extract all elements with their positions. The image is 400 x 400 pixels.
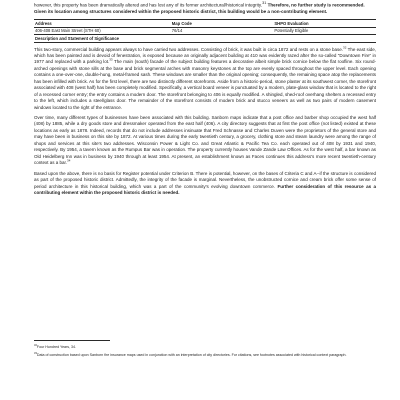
- map-code-header: Map Code: [171, 20, 274, 27]
- property-record-table: [34, 19, 376, 42]
- address-value: 406-408 East Main Street (STH 60): [34, 27, 171, 34]
- intro-conclusion: Therefore, no further study is recommended. Given its location among structures considered within the proposed historic district, this building would be a non-contributing element.: [34, 2, 365, 14]
- shpo-evaluation-value: Potentially Eligible: [273, 27, 376, 34]
- footnote-number: 32: [34, 343, 37, 347]
- body-paragraphs: [34, 47, 376, 197]
- body-paragraph: [34, 171, 376, 197]
- footnote-ref: 33: [109, 57, 113, 62]
- description-row: [34, 35, 376, 42]
- paragraph-text: The main (south) facade of the subject building features a decorative albeit simple brick cornice below the flat roofline. Six round-arched openings with stone sills at the base and brick segmental arches with masonry keystones at the top are evenly spaced throughout the upper level. Each opening contains a one-over-one, double-hung, metal-framed sash. These windows are smaller than the original opening; consequently, the remaining space atop the replacements has been infilled with brick. As for the first level, there are two distinctly different storefronts. Aside from a historic-period, stone plaster at its southwest corner, the storefront associated with 408 (west half) has been completely modified. Specifically, a vertical board veneer is punctuated by a modern, plate-glass window that is located to the right of a recessed corner entry; the entry contains a modern door. The storefront belonging to 406 is equally modified. A shingled, shed-roof overhang shelters a recessed entry to the left, which includes a steel/glass door. The remainder of the storefront consists of modern brick and stucco veneers as well as two pairs of modern casement windows located to the right of the entrance.: [34, 59, 376, 110]
- description-label: Description and Statement of Significance: [34, 35, 376, 42]
- footnotes: [34, 345, 376, 361]
- footnote: [34, 345, 376, 350]
- intro-text: however, this property has been dramatically altered and has lost any of its former architectural/historical integrity.: [34, 2, 263, 8]
- footnote-rule: [34, 340, 110, 341]
- body-paragraph: [34, 115, 376, 167]
- record-header-row: [34, 20, 376, 27]
- footnote-number: 33: [34, 351, 37, 355]
- address-header: Address: [34, 20, 171, 27]
- record-values-row: [34, 27, 376, 34]
- paragraph-text: Based upon the above, there is no basis for Register potential under Criterion B. There is potential, however, on the bases of Criteria C and A--if the structure is considered as part of the proposed historic district. Admittedly, the integrity of the facade is marginal. Nevertheless, the unobstructed cornice and cream brick offer some sense of period architecture in this historical building, which was a part of the community's evolving downtown commerce.: [34, 170, 376, 189]
- footnote-ref: 32: [343, 45, 347, 49]
- footnote: [34, 353, 376, 358]
- footnote-ref: 31: [262, 1, 267, 5]
- footnote-text: Data of construction based upon Sanborn fire insurance maps used in conjunction with an interpretation of city directories. For citations, see footnotes associated with historical context paragraph.: [36, 353, 347, 357]
- intro-paragraph: [34, 0, 376, 15]
- paragraph-text: The east side, which has been painted and is devoid of fenestration, is exposed because an originally adjacent building at 410 was evidently razed after the so-called "Downtown Fire" in 1977 and replaced with a parking lot.: [34, 46, 377, 65]
- paragraph-text: This two-story, commercial building appears always to have carried two addresses. Consisting of brick, it was built in circa 1872 and rests on a stone base.: [34, 46, 344, 52]
- footnote-ref: 34: [67, 158, 71, 163]
- shpo-evaluation-header: SHPO Evaluation: [273, 20, 376, 27]
- footnote-text: Four Hundred Years, 34.: [36, 345, 77, 349]
- emphasis-text: Further consideration of this resource as a contributing element within the proposed historic district is needed.: [34, 183, 376, 196]
- map-code-value: 76/14: [171, 27, 274, 34]
- document-body: [34, 0, 376, 196]
- body-paragraph: [34, 47, 376, 112]
- paragraph-text: Over time, many different types of businesses have been associated with this building. Sanborn maps indicate that a post office and barber shop occupied the west half (408) by 1885, while a dry goods store and dressmaker operated from the east half (406). A city directory suggests that at first the post office (not listed) existed at these locations as early as 1878. Indeed, records that do not include addresses insinuate that Fred Schnasse and Charles Duven were the proprietors of the general store and may have been in business on this site by 1872. At various times during the early twentieth century, a grocery, clothing store and steam laundry were among the range of shops and services at this site's two addresses. Wisconsin Power & Light Co. and Great Atlantic & Pacific Tea Co. each operated out of 408 by 1931 and 1940, respectively. By 1954, a tavern known as the Rumpus Bar was in operation. The property currently houses Vande Zande Law Offices. As for the west half, a bar known as Old Heidelberg Inn was in business by 1940 through at least 1954. At present, an establishment known as Faces continues this address's more recent twentieth-century context as a bar.: [34, 115, 376, 166]
